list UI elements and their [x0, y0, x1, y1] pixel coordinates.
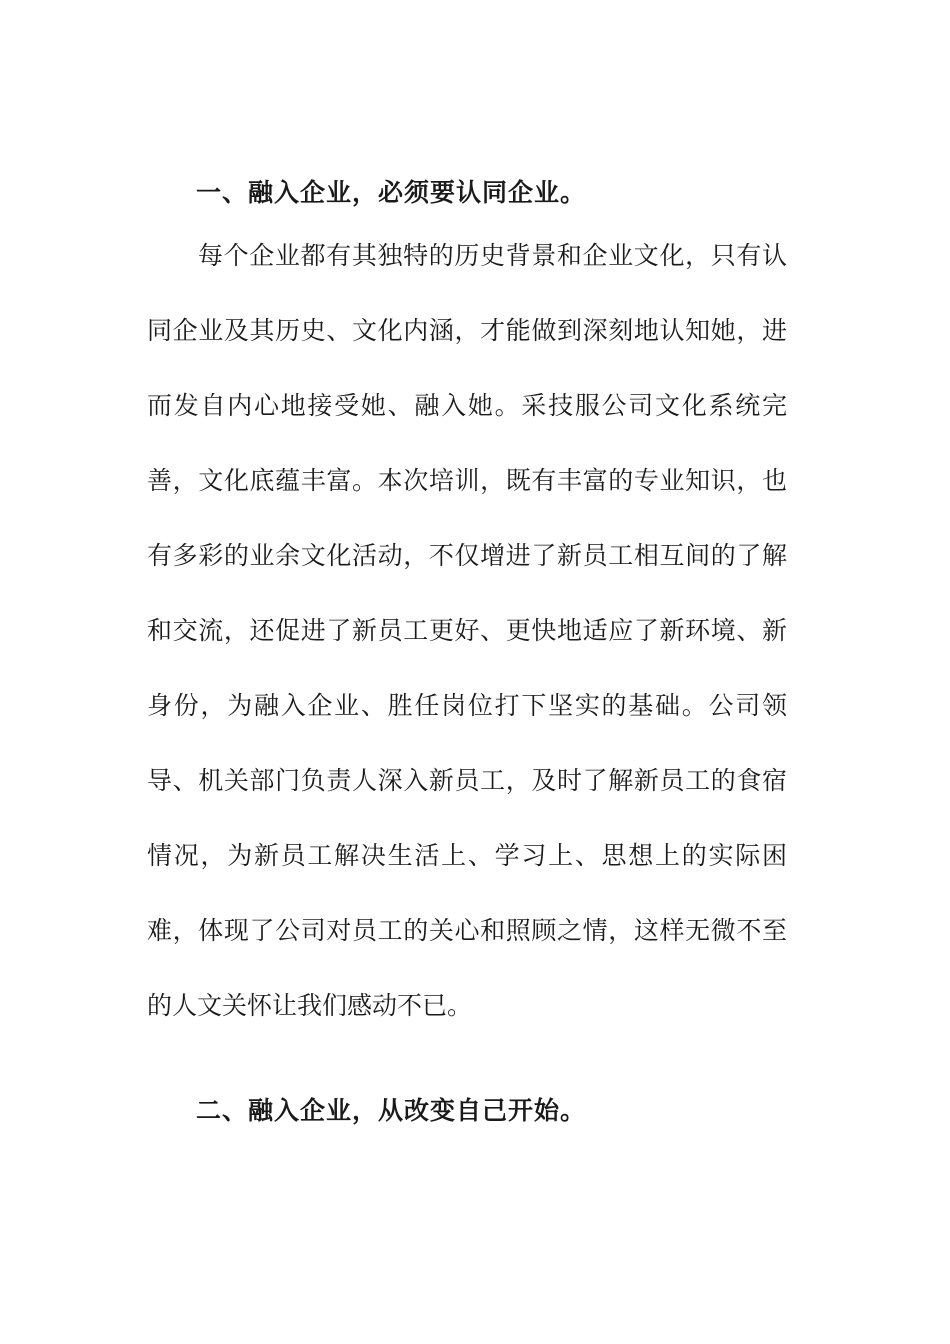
paragraph-line: 情况，为新员工解决生活上、学习上、思想上的实际困	[147, 841, 787, 870]
paragraph-line: 身份，为融入企业、胜任岗位打下坚实的基础。公司领	[147, 691, 787, 720]
paragraph-line: 而发自内心地接受她、融入她。采技服公司文化系统完	[147, 391, 787, 420]
paragraph-line: 导、机关部门负责人深入新员工，及时了解新员工的食宿	[147, 766, 787, 795]
paragraph-line: 难，体现了公司对员工的关心和照顾之情，这样无微不至	[147, 916, 787, 945]
paragraph-line: 的人文关怀让我们感动不已。	[147, 991, 473, 1020]
section-heading-2: 二、融入企业，从改变自己开始。	[196, 1096, 587, 1125]
section-heading-1: 一、融入企业，必须要认同企业。	[196, 178, 587, 207]
paragraph-line: 和交流，还促进了新员工更好、更快地适应了新环境、新	[147, 616, 787, 645]
paragraph-line: 同企业及其历史、文化内涵，才能做到深刻地认知她，进	[147, 316, 787, 345]
paragraph-line: 有多彩的业余文化活动，不仅增进了新员工相互间的了解	[147, 541, 787, 570]
paragraph-line: 每个企业都有其独特的历史背景和企业文化，只有认	[198, 241, 787, 270]
paragraph-line: 善，文化底蕴丰富。本次培训，既有丰富的专业知识，也	[147, 466, 787, 495]
